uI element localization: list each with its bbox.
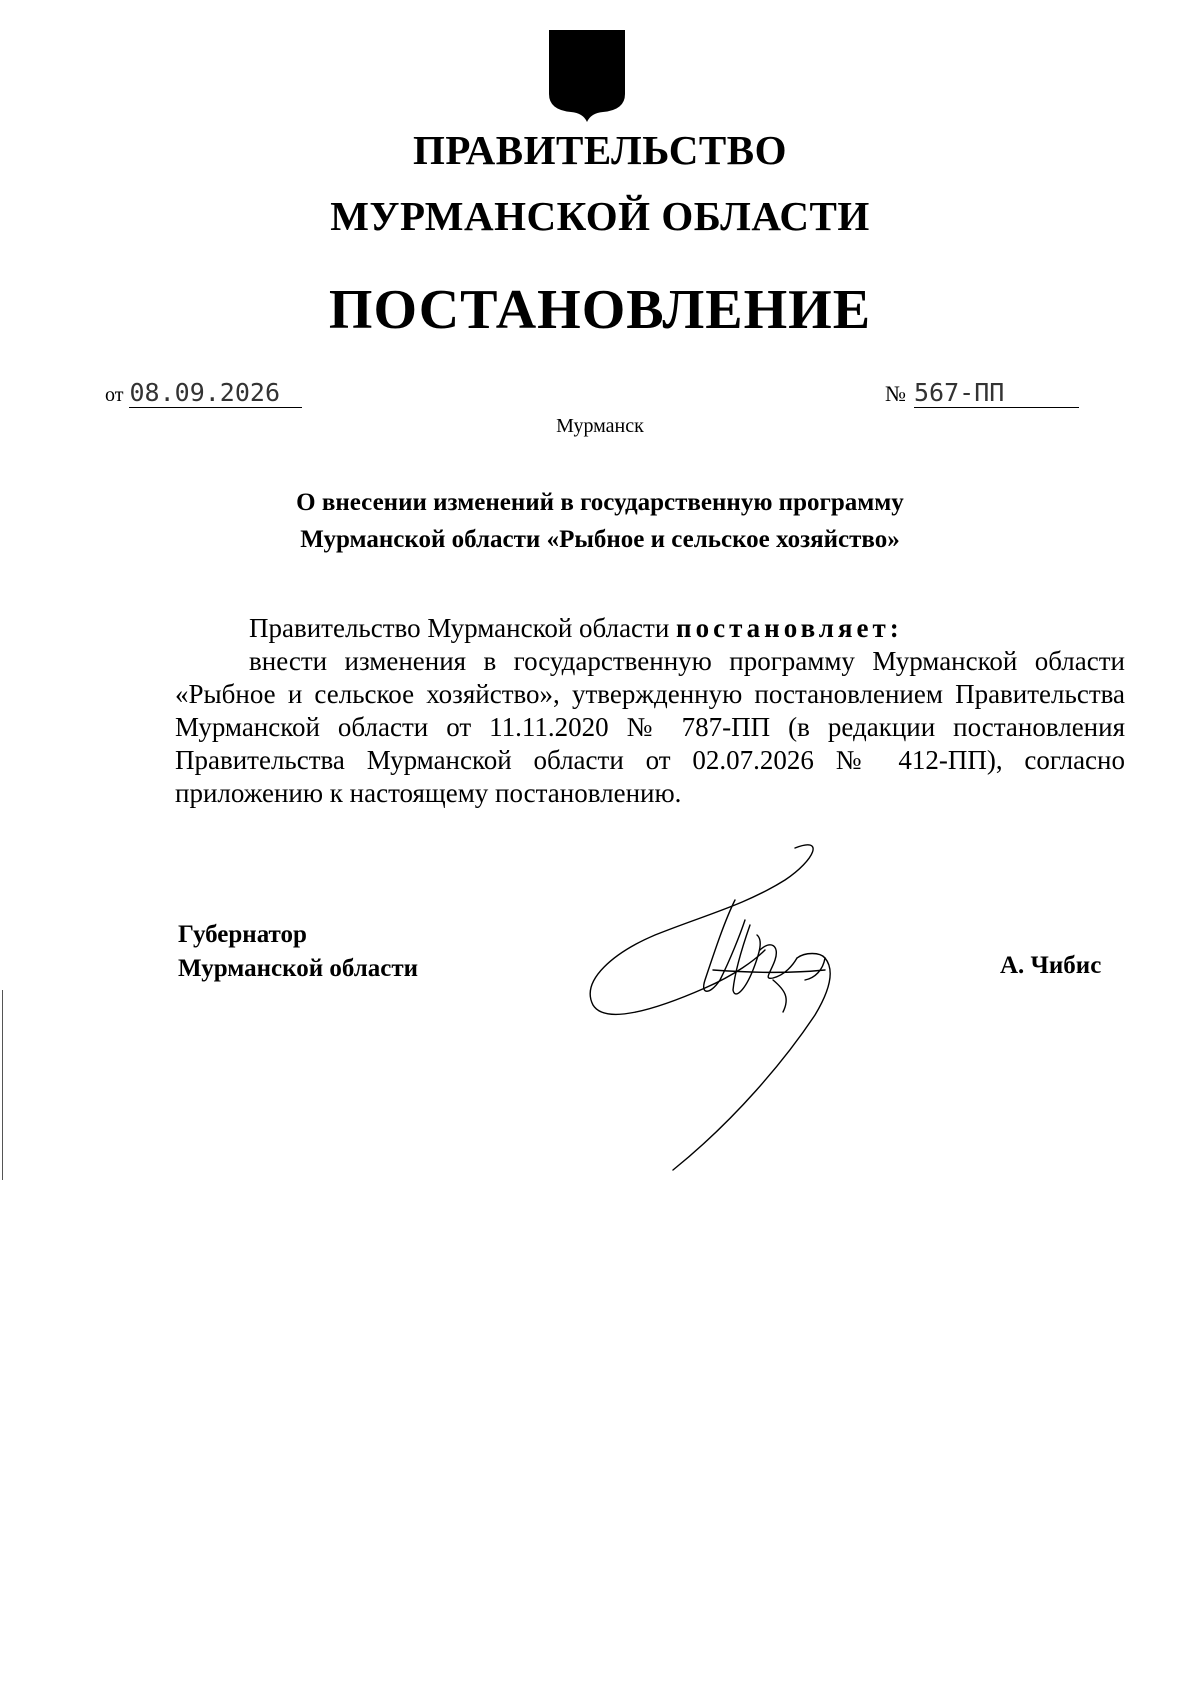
signer-title (178, 918, 418, 986)
signer-title-line1: Губернатор (178, 921, 307, 948)
number-prefix: № (885, 381, 906, 406)
body-intro-paragraph (175, 612, 1125, 645)
document-number-row (885, 378, 1079, 408)
document-body (175, 612, 1125, 810)
body-intro: Правительство Мурманской области (249, 613, 677, 643)
government-title-line2: МУРМАНСКОЙ ОБЛАСТИ (330, 193, 870, 239)
signer-name: А. Чибис (1000, 952, 1102, 979)
subject-line2: Мурманской области «Рыбное и сельское хозяйство» (300, 526, 900, 553)
city-name: Мурманск (556, 415, 644, 437)
date-prefix: от (105, 384, 124, 406)
coat-of-arms-icon (547, 30, 627, 122)
document-type-title: ПОСТАНОВЛЕНИЕ (328, 279, 872, 341)
subject-line1: О внесении изменений в государственную программу (296, 489, 904, 516)
handwritten-signature-icon (585, 840, 895, 1175)
decree-word: постановляет: (676, 613, 903, 643)
document-date: 08.09.2026 (129, 378, 302, 408)
government-title-line1: ПРАВИТЕЛЬСТВО (412, 127, 788, 173)
scan-margin-line (2, 990, 3, 1180)
document-date-row (105, 378, 302, 408)
document-number: 567-ПП (914, 378, 1079, 408)
document-subject (0, 484, 1200, 558)
body-main-paragraph: внести изменения в государственную программу Мурманской области «Рыбное и сельское хозяйство», утвержденную постановлением Правительства Мурманской области от 11.11.2020 № 787-ПП (в редакции постановления Правительства Мурманской области от 02.07.2026 № 412-ПП), согласно приложению к настоящему постановлению. (175, 646, 1125, 808)
signer-title-line2: Мурманской области (178, 955, 419, 982)
